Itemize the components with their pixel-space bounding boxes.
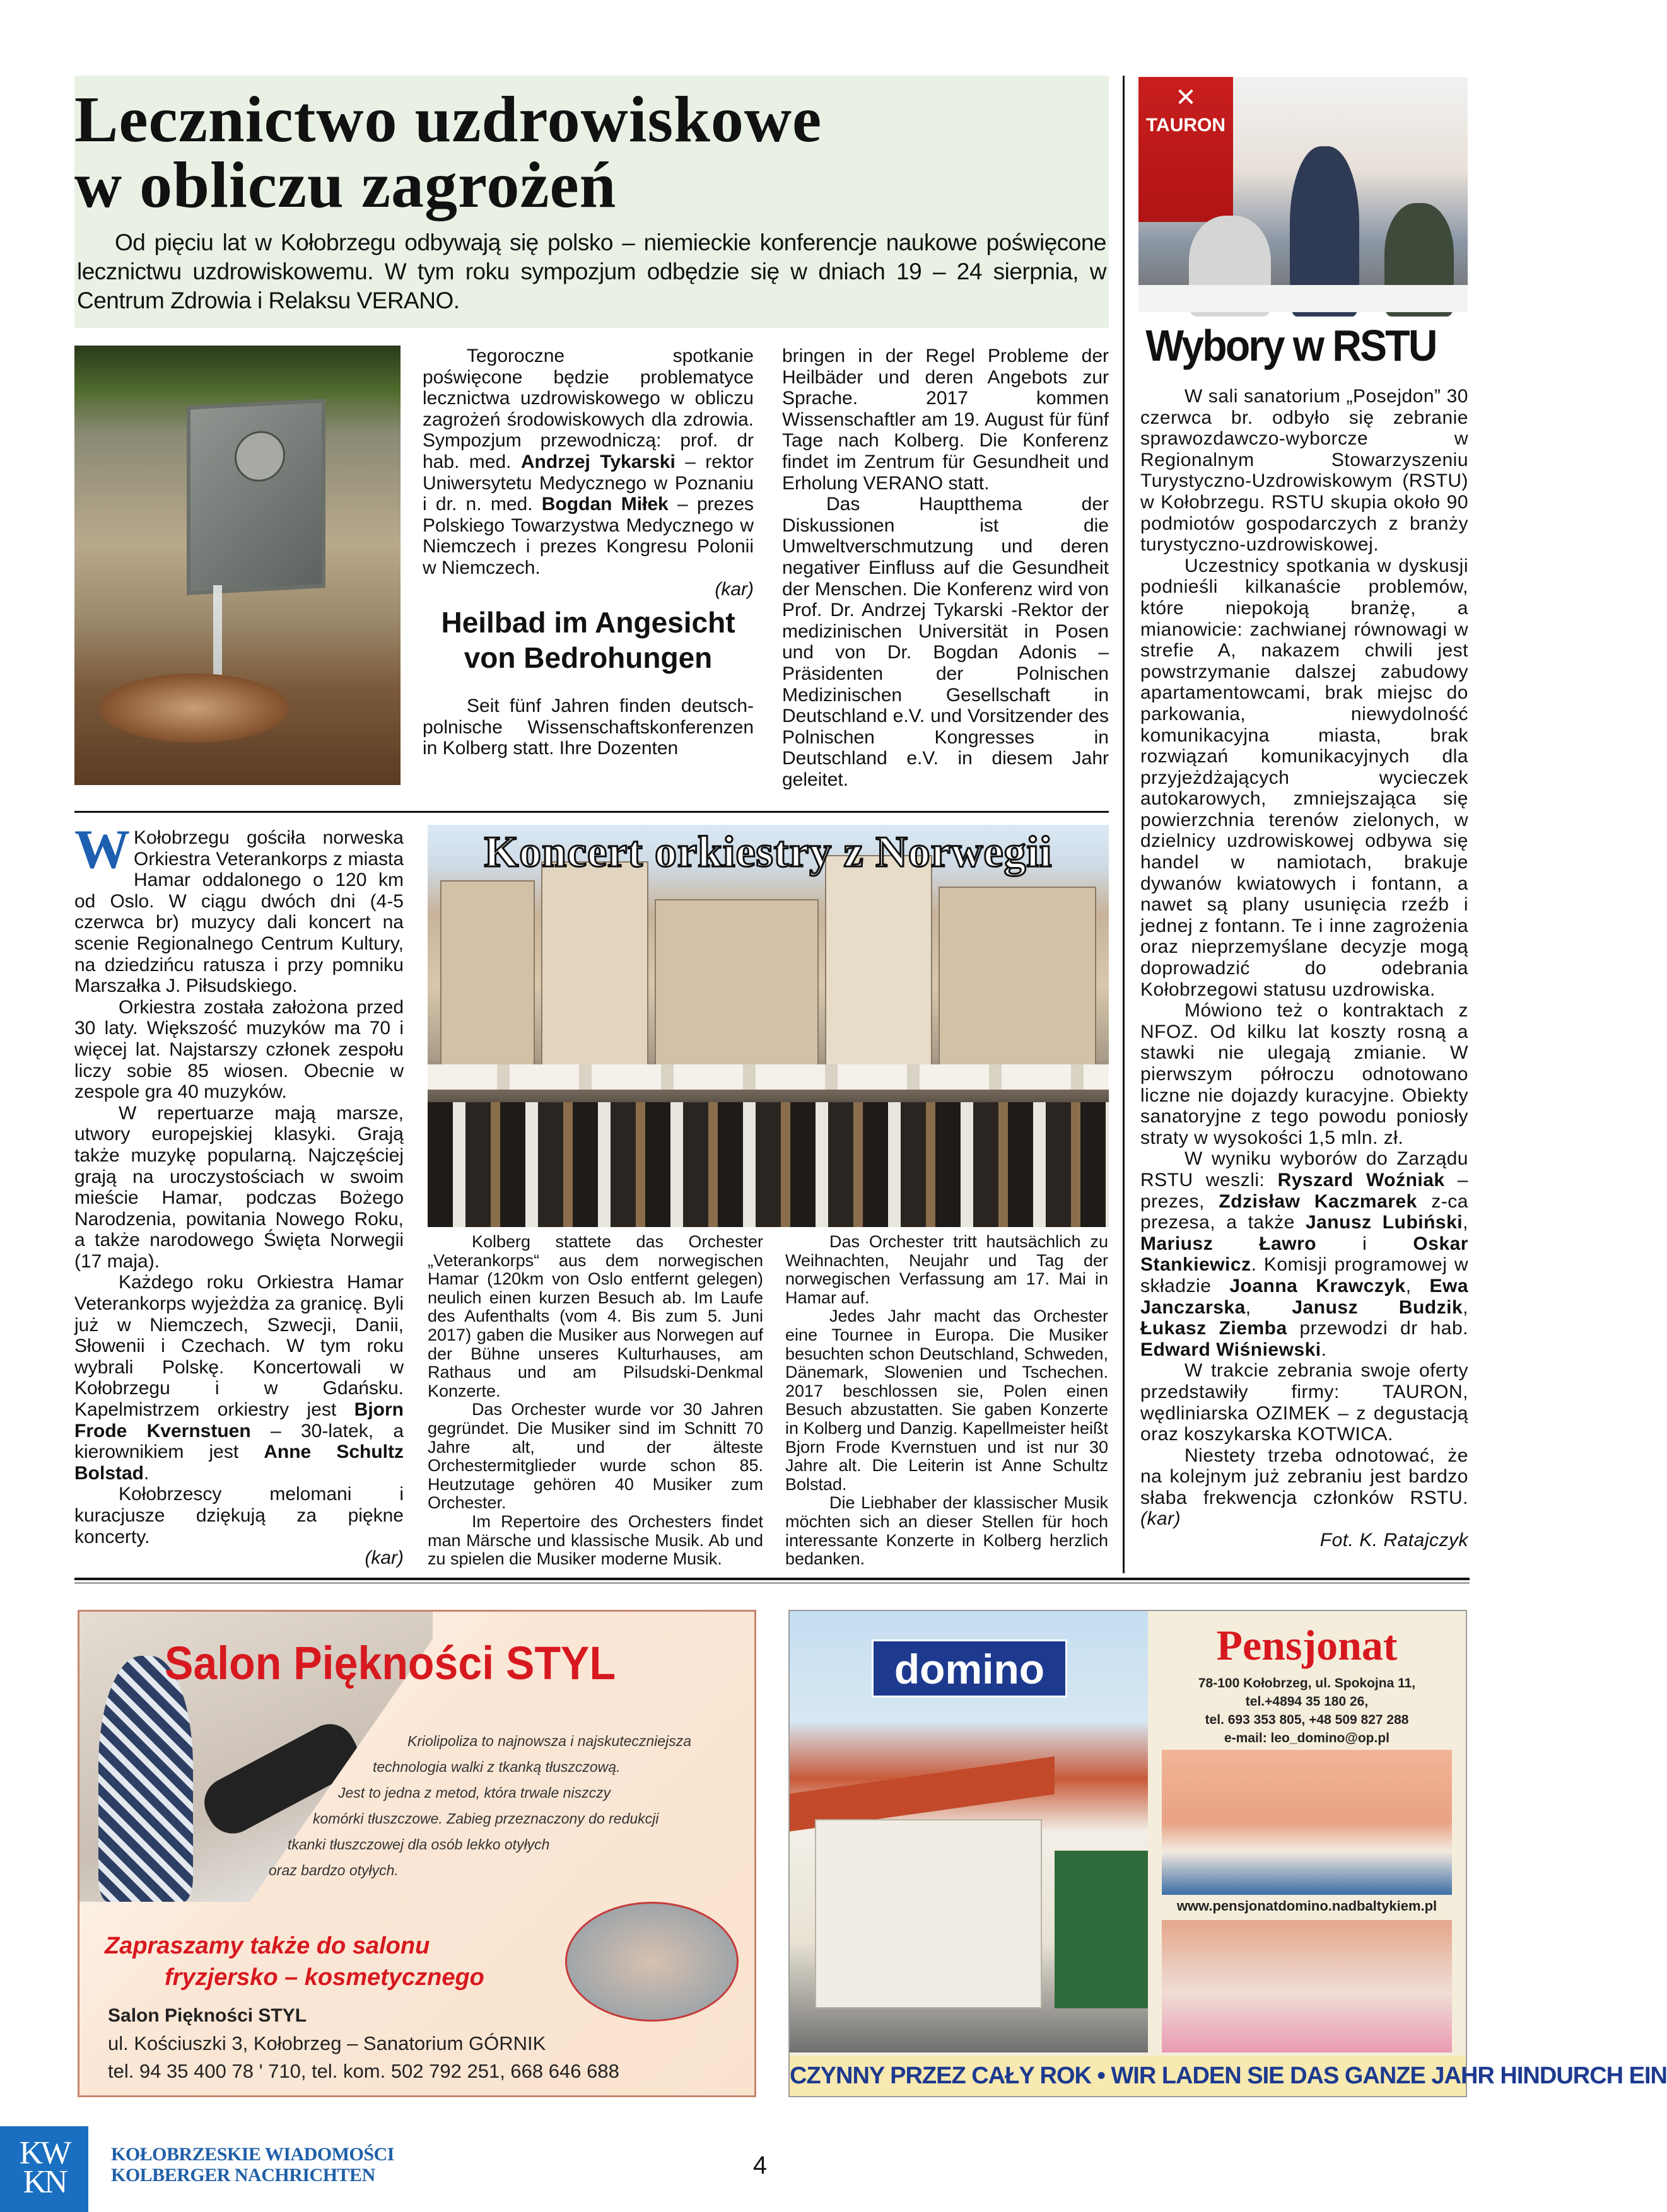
open-all-year-strip: CZYNNY PRZEZ CAŁY ROK • WIR LADEN SIE DAS GANZE JAHR HINDURCH EIN bbox=[790, 2056, 1466, 2096]
salon-styl-advertisement[interactable] bbox=[78, 1610, 756, 2097]
fountain-basin-shape bbox=[100, 673, 289, 743]
orchestra-musicians-shape bbox=[428, 1102, 1109, 1227]
tauron-logo-icon: ✕ bbox=[1175, 84, 1196, 112]
bold-name: Ryszard Woźniak bbox=[1277, 1169, 1445, 1190]
photo-credit: Fot. K. Ratajczyk bbox=[1319, 1530, 1468, 1551]
rstu-signature: (kar) bbox=[1140, 1508, 1181, 1530]
norway-signature: (kar) bbox=[365, 1547, 404, 1569]
de-paragraph-continued: bringen in der Regel Probleme der Heilbäder und deren Angebots zur Sprache. 2017 kommen Wissenschaftler am 19. August für fünf Tage nach Kolberg. Die Konferenz findet im Zentrum für Gesundheit und Erholung VERANO statt. bbox=[782, 346, 1109, 494]
pensjonat-title: Pensjonat bbox=[1216, 1621, 1398, 1669]
pl-signature: (kar) bbox=[715, 578, 754, 600]
room-photo bbox=[1162, 1750, 1452, 1895]
norway-paragraph: Orkiestra została założona przed 30 laty. Większość muzyków ma 70 i więcej lat. Najstarszy członek zespołu liczy sobie 85 wiosen. Obecnie w zespole gra 40 muzyków. bbox=[74, 996, 404, 1103]
rstu-article-title: Wybory w RSTU bbox=[1145, 321, 1436, 370]
pensjonat-domino-advertisement[interactable] bbox=[788, 1610, 1667, 2097]
salon-description-line: tkanki tłuszczowej dla osób lekko otyłych bbox=[288, 1836, 550, 1853]
salon-invitation-line: Zapraszamy także do salonu bbox=[105, 1933, 430, 1959]
building-shape bbox=[825, 855, 932, 1088]
de-paragraph-start: Seit fünf Jahren finden deutsch-polnische Wissenschaftskonferenzen in Kolberg statt. Ihre Dozenten bbox=[423, 696, 754, 759]
bold-name: Janusz Budzik bbox=[1292, 1296, 1463, 1318]
salon-phones: tel. 94 35 400 78 ' 710, tel. kom. 502 792 251, 668 646 688 bbox=[108, 2060, 619, 2082]
article-title bbox=[74, 83, 1096, 221]
salon-address: ul. Kościuszki 3, Kołobrzeg – Sanatorium GÓRNIK bbox=[108, 2032, 546, 2054]
plaque-shape bbox=[187, 399, 325, 595]
bold-name: Bjorn Frode Kvernstuen bbox=[74, 1399, 404, 1441]
norway-paragraph-text: Kołobrzegu gościła norweska Orkiestra Veterankorps z miasta Hamar oddalonego o 120 km od Oslo. W ciągu dwóch dni (4-5 czerwca br) muzycy dali koncert na scenie Regionalnego Centrum Kultury, na dziedzińcu ratusza i przy pomniku Marszałka J. Piłsudskiego. bbox=[74, 827, 404, 997]
de-paragraph: Die Liebhaber der klassischer Musik möchten sich an dieser Stellen für hoch interessante Konzerte in Kolberg herzlich bedanken. bbox=[785, 1493, 1108, 1569]
building-shape bbox=[655, 899, 819, 1088]
german-subtitle-line-2: von Bedrohungen bbox=[464, 641, 713, 675]
norway-paragraph bbox=[74, 1272, 404, 1484]
tauron-banner bbox=[1138, 77, 1233, 222]
text-run: – rektor Uniwersytetu Medycznego w Poznaniu i dr. n. med. bbox=[423, 451, 754, 515]
contact-line: tel.+4894 35 180 26, bbox=[1245, 1694, 1369, 1709]
salon-title: Salon Piękności STYL bbox=[165, 1637, 616, 1689]
article1-column-2 bbox=[782, 346, 1109, 790]
bold-name: Edward Wiśniewski bbox=[1140, 1339, 1321, 1360]
salon-description bbox=[262, 1728, 742, 1883]
salon-description-line: technologia walki z tkanką tłuszczową. bbox=[373, 1759, 621, 1775]
pensjonat-contact bbox=[1152, 1674, 1461, 1747]
text-run: . bbox=[144, 1462, 149, 1484]
rstu-paragraph bbox=[1140, 1445, 1468, 1530]
de-paragraph: Jedes Jahr macht das Orchester eine Tournee in Europa. Die Musiker besuchten schon Deutschland, Schweden, Dänemark, Slowenien und Tschechen. 2017 beschlossen sie, Polen einen Besuch abzustatten. Sie gaben Konzerte in Kolberg und Danzig. Kapellmeister heißt Bjorn Frode Kvernstuen und ist nur 30 Jahre alt. Die Leiterin ist Anne Schultz Bolstad. bbox=[785, 1307, 1108, 1494]
rstu-paragraph: W sali sanatorium „Posejdon” 30 czerwca br. odbyło się zebranie sprawozdawczo-wyborcze w Regionalnym Stowarzyszeniu Turystyczno-Uzdrowiskowym (RSTU) w Kołobrzegu. RSTU skupia około 90 podmiotów gospodarczych z branży turystyczno-uzdrowiskowej. bbox=[1140, 386, 1468, 556]
text-run: – prezes, bbox=[1140, 1169, 1468, 1212]
bold-name: Oskar Stankiewicz bbox=[1140, 1233, 1468, 1276]
rstu-paragraph: Mówiono też o kontraktach z NFOZ. Od kilku lat koszty rosną a stawki nie ulegają zmianie. W pierwszym półroczu odnotowano liczne nie dojazdy kuracyjne. Obiekty sanatoryjne z tego powodu poniosły straty w wysokości 1,5 mln. zł. bbox=[1140, 1000, 1468, 1148]
rstu-article-body bbox=[1140, 386, 1468, 1551]
salon-description-line: Jest to jedna z metod, która trwale niszczy bbox=[338, 1784, 611, 1801]
newspaper-name-de: KOLBERGER NACHRICHTEN bbox=[111, 2165, 375, 2186]
beautician-figure bbox=[98, 1656, 193, 1902]
tauron-logo-text: TAURON bbox=[1145, 115, 1226, 136]
guesthouse-photo bbox=[790, 1611, 1148, 2052]
norway-german-column-2 bbox=[785, 1233, 1108, 1569]
norway-german-column-1 bbox=[428, 1233, 763, 1569]
text-run: . Komisji programowej w składzie bbox=[1140, 1254, 1468, 1296]
text-run: z-ca prezesa, a także bbox=[1140, 1190, 1468, 1233]
house-wall-shape bbox=[815, 1819, 1042, 2008]
salon-description-line: oraz bardzo otyłych. bbox=[269, 1862, 399, 1878]
bold-name: Łukasz Ziemba bbox=[1140, 1318, 1287, 1339]
norway-article-body bbox=[74, 819, 404, 1569]
salon-device-photo bbox=[565, 1902, 739, 2022]
building-shape bbox=[939, 887, 1096, 1088]
text-run: – 30-latek, a kierownikiem jest bbox=[74, 1420, 404, 1463]
article-lead bbox=[77, 228, 1106, 315]
building-shape bbox=[541, 861, 648, 1088]
norway-paragraph: W repertuarze mają marsze, utwory europejskiej klasyki. Grają także muzykę popularną. Najczęściej grają na uroczystościach w swoim mieście Hamar, podczas Bożego Narodzenia, powitania Nowego Roku, a także narodowego Święta Norwegii (17 maja). bbox=[74, 1102, 404, 1272]
tree-shape bbox=[1055, 1851, 1148, 2008]
salon-description-line: komórki tłuszczowe. Zabieg przeznaczony do redukcji bbox=[313, 1810, 659, 1827]
bold-name: Andrzej Tykarski bbox=[520, 451, 676, 472]
salon-description-line: Kriolipoliza to najnowsza i najskuteczniejsza bbox=[407, 1733, 692, 1749]
pensjonat-website[interactable]: www.pensjonatdomino.nadbaltykiem.pl bbox=[1176, 1898, 1437, 1914]
norway-paragraph bbox=[74, 819, 404, 997]
rstu-paragraph: W trakcie zebrania swoje oferty przedstawiły firmy: TAURON, wędliniarska OZIMEK – z degustacją oraz koszykarska KOTWICA. bbox=[1140, 1360, 1468, 1445]
text-run: , bbox=[1245, 1296, 1292, 1318]
contact-line: 78-100 Kołobrzeg, ul. Spokojna 11, bbox=[1198, 1676, 1416, 1691]
article1-column-1 bbox=[423, 346, 754, 759]
room-photo bbox=[1162, 1920, 1452, 2052]
salon-invitation-line: fryzjersko – kosmetycznego bbox=[165, 1964, 484, 1991]
bold-name: Joanna Krawczyk bbox=[1229, 1275, 1406, 1296]
contact-email[interactable]: e-mail: leo_domino@op.pl bbox=[1224, 1731, 1389, 1745]
german-subtitle-line-1: Heilbad im Angesicht bbox=[441, 606, 735, 639]
lead-paragraph: Od pięciu lat w Kołobrzegu odbywają się polsko – niemieckie konferencje naukowe poświęcone lecznictwu uzdrowiskowemu. W tym roku sympozjum odbędzie się w dniach 19 – 24 sierpnia, w Centrum Zdrowia i Relaksu VERANO. bbox=[77, 230, 1106, 313]
de-paragraph: Das Orchester wurde vor 30 Jahren gegründet. Die Musiker sind im Schnitt 70 Jahre alt, und der älteste Orchestermitglieder wurde schon 85. Heutzutage gehören 40 Musiker zum Orchester. bbox=[428, 1400, 763, 1513]
drop-cap: W bbox=[74, 819, 130, 880]
salon-name: Salon Piękności STYL bbox=[108, 2005, 307, 2026]
german-subtitle bbox=[423, 605, 754, 675]
rstu-paragraph bbox=[1140, 1148, 1468, 1360]
de-paragraph: Das Hauptthema der Diskussionen ist die Umweltverschmutzung und deren negativer Einfluss auf die Gesundheit der Menschen. Die Konferenz wird von Prof. Dr. Andrzej Tykarski -Rektor der medizinischen Universität in Posen und von Dr. Bogdan Adonis – Präsidenten der Polnischen Medizinischen Gesellschaft in Deutschland e.V. und Vorsitzender des Polnischen Kongresses in Deutschland e.V. in diesem Jahr geleitet. bbox=[782, 494, 1109, 790]
bold-name: Ewa Janczarska bbox=[1140, 1275, 1469, 1318]
newspaper-logo: KW KN bbox=[0, 2126, 88, 2212]
ads-divider bbox=[74, 1578, 1470, 1580]
bold-name: Mariusz Ławro bbox=[1140, 1233, 1317, 1254]
table-shape bbox=[1138, 285, 1468, 312]
text-run: Każdego roku Orkiestra Hamar Veterankorps wyjeżdża za granicę. Byli już w Niemczech, Szwecji, Danii, Słowenii i Czechach. W tym roku wybrali Polskę. Koncertowali w Kołobrzegu i w Gdańsku. Kapelmistrzem orkiestry jest bbox=[74, 1272, 404, 1421]
contact-line: tel. 693 353 805, +48 509 827 288 bbox=[1205, 1713, 1409, 1727]
text-run: W wyniku wyborów do Zarządu RSTU weszli: bbox=[1140, 1148, 1468, 1190]
column-divider bbox=[1123, 76, 1125, 1573]
domino-logo: domino bbox=[872, 1639, 1067, 1697]
concert-article-title: Koncert orkiestry z Norwegii bbox=[484, 828, 1053, 876]
text-run: – prezes Polskiego Towarzystwa Medycznego w Niemczech i prezes Kongresu Polonii w Niemczech. bbox=[423, 494, 754, 578]
salon-invitation bbox=[105, 1930, 559, 1993]
rstu-paragraph-text: Niestety trzeba odnotować, że na kolejnym już zebraniu jest bardzo słaba frekwencja członków RSTU. bbox=[1140, 1445, 1468, 1508]
text-run: , bbox=[1463, 1212, 1468, 1233]
plaque-seal-shape bbox=[235, 430, 285, 483]
building-shape bbox=[440, 880, 535, 1088]
pl-paragraph bbox=[423, 346, 754, 579]
bold-name: Anne Schultz Bolstad bbox=[74, 1441, 404, 1484]
section-divider bbox=[74, 811, 1109, 813]
text-run: , bbox=[1463, 1296, 1468, 1318]
de-paragraph: Kolberg stattete das Orchester „Veterankorps“ aus dem norwegischen Hamar (120km von Oslo entfernt gelegen) neulich einen kurzen Besuch ab. Im Laufe des Aufenthalts (vom 4. Bis zum 5. Juni 2017) gaben die Musiker aus Norwegen auf der Bühne unseres Kulturhauses, am Rathaus und am Pilsudski-Denkmal Konzerte. bbox=[428, 1232, 763, 1400]
bold-name: Janusz Lubiński bbox=[1305, 1212, 1463, 1233]
text-run: . bbox=[1321, 1339, 1327, 1360]
article-title-line-2: w obliczu zagrożeń bbox=[74, 149, 617, 221]
bold-name: Zdzisław Kaczmarek bbox=[1219, 1190, 1417, 1212]
bold-name: Bogdan Miłek bbox=[541, 494, 669, 515]
page-number: 4 bbox=[752, 2151, 768, 2179]
text-run: i bbox=[1316, 1233, 1413, 1254]
norway-paragraph: Kołobrzescy melomani i kuracjusze dziękują za piękne koncerty. bbox=[74, 1484, 404, 1547]
rstu-paragraph: Uczestnicy spotkania w dyskusji podnieśli kilkanaście problemów, które niepokoją branżę, a mianowicie: zachwianej równowagi w strefie A, nakazem chwili jest powstrzymanie dalszej zabudowy apartamentowcami, brak miejsc do parkowania, niewydolność komunikacyjna miasta, brak rozwiązań komunikacyjnych dla przyjeżdżających wycieczek autokarowych, zmniejszająca się powierzchnia terenów zielonych, w dzielnicy uzdrowiskowej odbywa się handel w namiotach, brakuje dywanów kwiatowych i fontann, a nawet są plany usunięcia rzeźb i jednej z fontann. Te i inne zagrożenia oraz nieprzemyślane decyzje mogą doprowadzić do odebrania Kołobrzegowi statusu uzdrowiska. bbox=[1140, 555, 1468, 1000]
newspaper-name bbox=[111, 2144, 426, 2186]
newspaper-name-pl: KOŁOBRZESKIE WIADOMOŚCI bbox=[111, 2144, 394, 2165]
text-run: Tegoroczne spotkanie poświęcone będzie problematyce lecznictwa uzdrowiskowego w obliczu zagrożeń środowiskowych dla zdrowia. Sympozjum przewodniczą: prof. dr hab. med. bbox=[423, 346, 754, 472]
fountain-photo bbox=[74, 346, 401, 785]
concert-photo bbox=[428, 825, 1109, 1227]
rstu-meeting-photo bbox=[1138, 77, 1468, 312]
de-paragraph: Das Orchester tritt hautsächlich zu Weihnachten, Neujahr und Tag der norwegischen Verfassung am 17. Mai in Hamar auf. bbox=[785, 1232, 1108, 1307]
umbrellas-shape bbox=[428, 1064, 1109, 1090]
text-run: przewodzi dr hab. bbox=[1287, 1318, 1468, 1339]
text-run: , bbox=[1405, 1275, 1430, 1296]
article-title-line-1: Lecznictwo uzdrowiskowe bbox=[74, 83, 822, 156]
de-paragraph: Im Repertoire des Orchesters findet man Märsche und klassische Musik. Ab und zu spielen die Musiker moderne Musik. bbox=[428, 1511, 763, 1569]
